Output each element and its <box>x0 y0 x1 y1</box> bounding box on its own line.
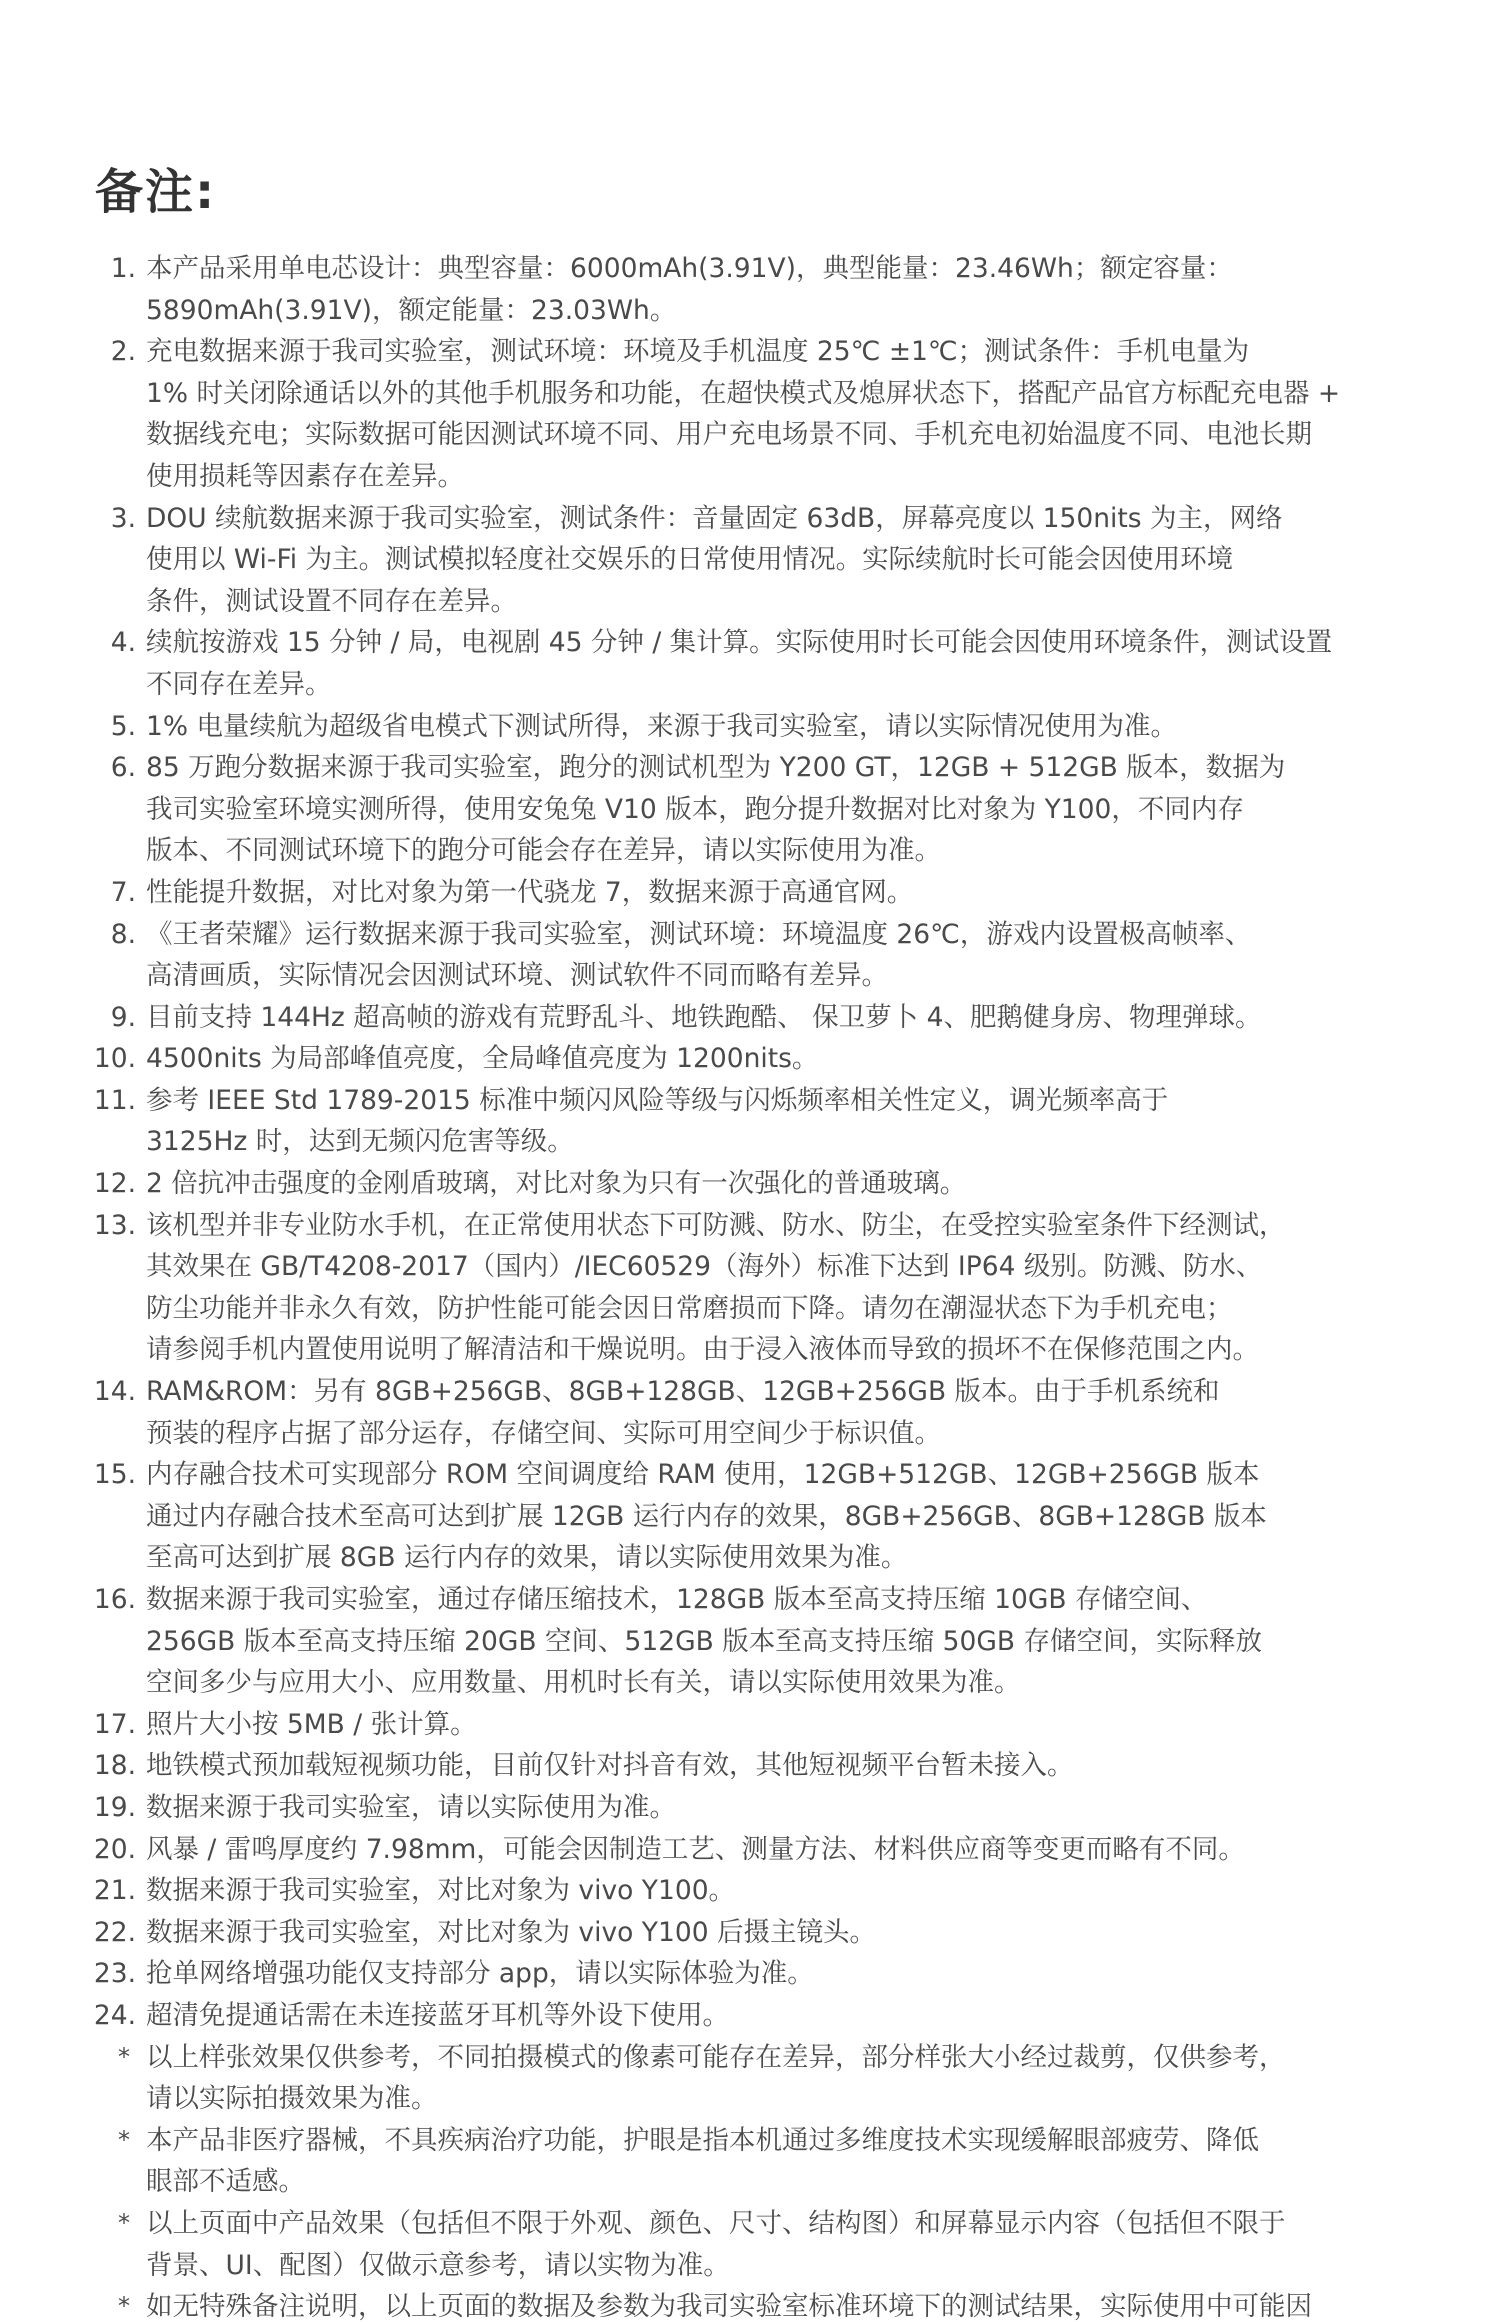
note-text-line: 本产品采用单电芯设计：典型容量：6000mAh(3.91V)，典型能量：23.46Wh；额定容量： <box>146 253 1233 284</box>
note-text-line: 防尘功能并非永久有效，防护性能可能会因日常磨损而下降。请勿在潮湿状态下为手机充电； <box>146 1292 1233 1324</box>
note-marker: 9. <box>110 1001 136 1033</box>
note-text-line: 其效果在 GB/T4208-2017（国内）/IEC60529（海外）标准下达到 IP64 级别。防溅、防水、 <box>146 1251 1263 1283</box>
note-text-line: 数据来源于我司实验室，请以实际使用为准。 <box>146 1791 676 1823</box>
note-text-line: 条件，测试设置不同存在差异。 <box>146 585 517 617</box>
note-text-line: 数据线充电；实际数据可能因测试环境不同、用户充电场景不同、手机充电初始温度不同、电池长期 <box>146 419 1312 451</box>
note-marker: 24. <box>93 1999 136 2031</box>
note-marker: 15. <box>93 1459 136 1491</box>
note-text-line: 地铁模式预加载短视频功能，目前仅针对抖音有效，其他短视频平台暂未接入。 <box>146 1750 1074 1782</box>
note-marker: * <box>118 2125 130 2154</box>
note-marker: 17. <box>93 1708 136 1740</box>
note-text-line: 背景、UI、配图）仅做示意参考，请以实物为准。 <box>146 2249 730 2281</box>
note-text-line: RAM&ROM：另有 8GB+256GB、8GB+128GB、12GB+256GB 版本。由于手机系统和 <box>146 1376 1220 1408</box>
note-text-line: 1% 电量续航为超级省电模式下测试所得，来源于我司实验室，请以实际情况使用为准。 <box>146 710 1177 742</box>
note-item <box>0 706 1446 748</box>
note-text-line: 预装的程序占据了部分运存，存储空间、实际可用空间少于标识值。 <box>146 1417 941 1449</box>
note-text-line: 超清免提通话需在未连接蓝牙耳机等外设下使用。 <box>146 1999 729 2031</box>
note-item <box>0 1454 1446 1579</box>
note-text-line: 至高可达到扩展 8GB 运行内存的效果，请以实际使用效果为准。 <box>146 1542 908 1574</box>
note-item <box>0 1163 1446 1205</box>
note-marker: 13. <box>93 1209 136 1241</box>
note-marker: 19. <box>93 1791 136 1823</box>
note-text-line: 3125Hz 时，达到无频闪危害等级。 <box>146 1126 574 1158</box>
note-item <box>0 2120 1446 2203</box>
note-item <box>0 1205 1446 1371</box>
note-item <box>0 622 1446 705</box>
note-marker: 7. <box>110 876 136 908</box>
note-marker: 23. <box>93 1958 136 1990</box>
note-text-line: 版本、不同测试环境下的跑分可能会存在差异，请以实际使用为准。 <box>146 835 941 867</box>
note-text-line: 以上页面中产品效果（包括但不限于外观、颜色、尺寸、结构图）和屏幕显示内容（包括但不限于 <box>146 2207 1286 2239</box>
note-item <box>0 1829 1446 1871</box>
note-marker: 18. <box>93 1750 136 1782</box>
note-text-line: 不同存在差异。 <box>146 668 332 700</box>
note-text-line: 空间多少与应用大小、应用数量、用机时长有关，请以实际使用效果为准。 <box>146 1667 1021 1699</box>
note-text-line: 该机型并非专业防水手机，在正常使用状态下可防溅、防水、防尘，在受控实验室条件下经测试， <box>146 1209 1286 1241</box>
note-text-line: 风暴 / 雷鸣厚度约 7.98mm，可能会因制造工艺、测量方法、材料供应商等变更而略有不同。 <box>146 1833 1245 1865</box>
note-text-line: 本产品非医疗器械，不具疾病治疗功能，护眼是指本机通过多维度技术实现缓解眼部疲劳、降低 <box>146 2124 1259 2156</box>
note-marker: 10. <box>93 1043 136 1075</box>
note-marker: 11. <box>93 1084 136 1116</box>
note-text-line: 《王者荣耀》运行数据来源于我司实验室，测试环境：环境温度 26℃，游戏内设置极高帧率、 <box>146 918 1252 950</box>
note-text-line: 数据来源于我司实验室，对比对象为 vivo Y100 后摄主镜头。 <box>146 1916 876 1948</box>
note-marker: 20. <box>93 1833 136 1865</box>
note-marker: 4. <box>110 627 136 659</box>
note-item <box>0 1745 1446 1787</box>
note-text-line: 抢单网络增强功能仅支持部分 app，请以实际体验为准。 <box>146 1958 814 1990</box>
note-text-line: 使用损耗等因素存在差异。 <box>146 460 464 492</box>
note-item <box>0 2286 1446 2322</box>
note-item <box>0 1080 1446 1163</box>
note-text-line: 数据来源于我司实验室，通过存储压缩技术，128GB 版本至高支持压缩 10GB 存储空间、 <box>146 1584 1208 1615</box>
note-text-line: 85 万跑分数据来源于我司实验室，跑分的测试机型为 Y200 GT，12GB + 512GB 版本，数据为 <box>146 752 1286 784</box>
note-marker: 8. <box>110 918 136 950</box>
page-title: 备注: <box>95 164 217 220</box>
note-item <box>0 331 1446 497</box>
note-text-line: 续航按游戏 15 分钟 / 局，电视剧 45 分钟 / 集计算。实际使用时长可能会因使用环境条件，测试设置 <box>146 627 1333 659</box>
note-text-line: 如无特殊备注说明，以上页面的数据及参数为我司实验室标准环境下的测试结果，实际使用中可能因 <box>146 2291 1312 2322</box>
note-text-line: 请以实际拍摄效果为准。 <box>146 2083 438 2115</box>
note-text-line: 5890mAh(3.91V)，额定能量：23.03Wh。 <box>146 294 677 326</box>
note-item <box>0 1953 1446 1995</box>
note-marker: 22. <box>93 1916 136 1948</box>
note-marker: 16. <box>93 1584 136 1615</box>
note-marker: 6. <box>110 752 136 784</box>
note-marker: 5. <box>110 710 136 742</box>
note-text-line: 照片大小按 5MB / 张计算。 <box>146 1708 477 1740</box>
note-text-line: 我司实验室环境实测所得，使用安兔兔 V10 版本，跑分提升数据对比对象为 Y100，不同内存 <box>146 793 1244 825</box>
note-item <box>0 2203 1446 2286</box>
note-text-line: 1% 时关闭除通话以外的其他手机服务和功能，在超快模式及熄屏状态下，搭配产品官方标配充电器 + <box>146 377 1341 409</box>
note-text-line: 性能提升数据，对比对象为第一代骁龙 7，数据来源于高通官网。 <box>146 876 914 908</box>
note-item <box>0 997 1446 1039</box>
note-marker: 1. <box>110 253 136 284</box>
note-text-line: 以上样张效果仅供参考，不同拍摄模式的像素可能存在差异，部分样张大小经过裁剪，仅供参考， <box>146 2041 1286 2073</box>
note-text-line: 高清画质，实际情况会因测试环境、测试软件不同而略有差异。 <box>146 960 888 992</box>
note-item <box>0 1371 1446 1454</box>
note-item <box>0 2037 1446 2120</box>
note-marker: * <box>118 2042 130 2071</box>
note-marker: 2. <box>110 336 136 368</box>
note-item <box>0 1038 1446 1080</box>
note-text-line: 4500nits 为局部峰值亮度，全局峰值亮度为 1200nits。 <box>146 1043 819 1075</box>
note-item <box>0 914 1446 997</box>
note-text-line: 256GB 版本至高支持压缩 20GB 空间、512GB 版本至高支持压缩 50GB 存储空间，实际释放 <box>146 1625 1263 1657</box>
note-text-line: 内存融合技术可实现部分 ROM 空间调度给 RAM 使用，12GB+512GB、12GB+256GB 版本 <box>146 1459 1260 1491</box>
note-item <box>0 248 1446 331</box>
note-text-line: 数据来源于我司实验室，对比对象为 vivo Y100。 <box>146 1875 736 1907</box>
note-text-line: DOU 续航数据来源于我司实验室，测试条件：音量固定 63dB，屏幕亮度以 150nits 为主，网络 <box>146 502 1283 534</box>
note-text-line: 通过内存融合技术至高可达到扩展 12GB 运行内存的效果，8GB+256GB、8GB+128GB 版本 <box>146 1500 1267 1532</box>
note-item <box>0 1870 1446 1912</box>
note-marker: 14. <box>93 1376 136 1408</box>
note-text-line: 参考 IEEE Std 1789-2015 标准中频闪风险等级与闪烁频率相关性定义，调光频率高于 <box>146 1084 1169 1116</box>
note-marker: 21. <box>93 1875 136 1907</box>
note-item <box>0 1704 1446 1746</box>
note-text-line: 眼部不适感。 <box>146 2166 305 2198</box>
note-item <box>0 498 1446 623</box>
note-text-line: 2 倍抗冲击强度的金刚盾玻璃，对比对象为只有一次强化的普通玻璃。 <box>146 1168 967 1200</box>
note-item <box>0 1787 1446 1829</box>
note-item <box>0 1579 1446 1704</box>
note-text-line: 使用以 Wi-Fi 为主。测试模拟轻度社交娱乐的日常使用情况。实际续航时长可能会因使用环境 <box>146 544 1234 576</box>
note-text-line: 请参阅手机内置使用说明了解清洁和干燥说明。由于浸入液体而导致的损坏不在保修范围之内。 <box>146 1334 1259 1366</box>
note-item <box>0 747 1446 872</box>
note-text-line: 充电数据来源于我司实验室，测试环境：环境及手机温度 25℃ ±1℃；测试条件：手机电量为 <box>146 336 1250 368</box>
note-item <box>0 1912 1446 1954</box>
note-text-line: 目前支持 144Hz 超高帧的游戏有荒野乱斗、地铁跑酷、 保卫萝卜 4、肥鹅健身房、物理弹球。 <box>146 1001 1262 1033</box>
notes-list <box>0 248 1500 2322</box>
note-marker: 12. <box>93 1168 136 1200</box>
note-marker: * <box>118 2208 130 2237</box>
note-marker: * <box>118 2292 130 2321</box>
note-item <box>0 872 1446 914</box>
note-item <box>0 1995 1446 2037</box>
note-marker: 3. <box>110 502 136 534</box>
